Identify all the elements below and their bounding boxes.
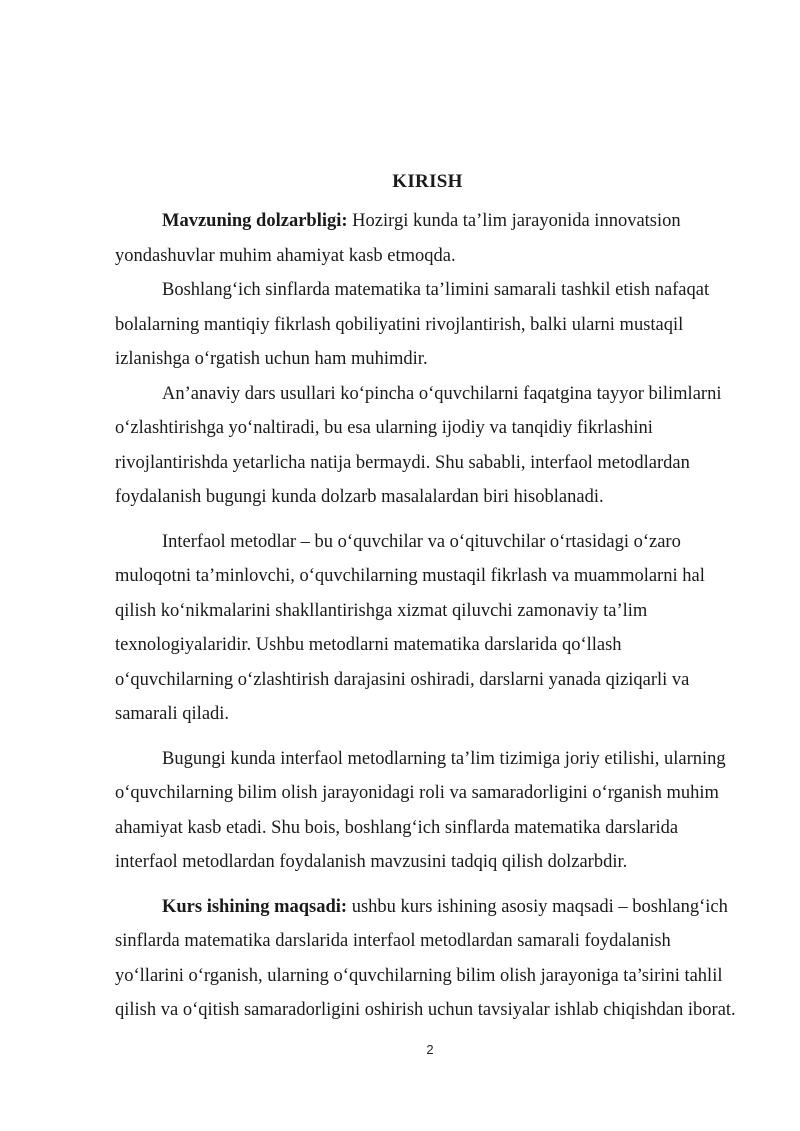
document-page [115, 170, 740, 1028]
paragraph-today [115, 742, 740, 880]
paragraph-text: Boshlang‘ich sinflarda matematika ta’limini samarali tashkil etish nafaqat bolalarning mantiqiy fikrlash qobiliyatini rivojlantirish, balki ularni mustaqil izlanishga o‘rgatish uchun ham muhimdir. [115, 280, 710, 369]
paragraph-relevance [115, 204, 740, 273]
paragraph-text: Interfaol metodlar – bu o‘quvchilar va o‘qituvchilar o‘rtasidagi o‘zaro muloqotni ta’minlovchi, o‘quvchilarning mustaqil fikrlash va muammolarni hal qilish ko‘nikmalarini shakllantirishga xizmat qiluvchi zamonaviy ta’lim texnologiyalaridir. Ushbu metodlarni matematika darslarida qo‘llash o‘quvchilarning o‘zlashtirish darajasini oshiradi, darslarni yanada qiziqarli va samarali qiladi. [115, 531, 705, 724]
paragraph-goal [115, 890, 740, 1028]
paragraph-interactive-methods [115, 525, 740, 732]
paragraph-text: Hozirgi kunda ta’lim jarayonida innovatsion yondashuvlar muhim ahamiyat kasb etmoqda. [115, 211, 681, 266]
paragraph-text: Bugungi kunda interfaol metodlarning ta’lim tizimiga joriy etilishi, ularning o‘quvchilarning bilim olish jarayonidagi roli va samaradorligini o‘rganish muhim ahamiyat kasb etadi. Shu bois, boshlang‘ich sinflarda matematika darslarida interfaol metodlardan foydalanish mavzusini tadqiq qilish dolzarbdir. [115, 748, 726, 872]
paragraph-traditional-methods [115, 377, 740, 515]
paragraph-math-education [115, 273, 740, 377]
paragraph-lead-relevance: Mavzuning dolzarbligi: [162, 211, 348, 231]
paragraph-text: ushbu kurs ishining asosiy maqsadi – boshlang‘ich sinflarda matematika darslarida interfaol metodlardan samarali foydalanish yo‘llarini o‘rganish, ularning o‘quvchilarning bilim olish jarayoniga ta’sirini tahlil qilish va o‘qitish samaradorligini oshirish uchun tavsiyalar ishlab chiqishdan iborat. [115, 896, 736, 1020]
paragraph-lead-goal: Kurs ishining maqsadi: [162, 896, 348, 917]
paragraph-text: An’anaviy dars usullari ko‘pincha o‘quvchilarni faqatgina tayyor bilimlarni o‘zlashtirishga yo‘naltiradi, bu esa ularning ijodiy va tanqidiy fikrlashini rivojlantirishda yetarlicha natija bermaydi. Shu sababli, interfaol metodlardan foydalanish bugungi kunda dolzarb masalalardan biri hisoblanadi. [115, 383, 722, 507]
section-heading: KIRISH [392, 171, 463, 192]
page-number: 2 [426, 1042, 434, 1057]
